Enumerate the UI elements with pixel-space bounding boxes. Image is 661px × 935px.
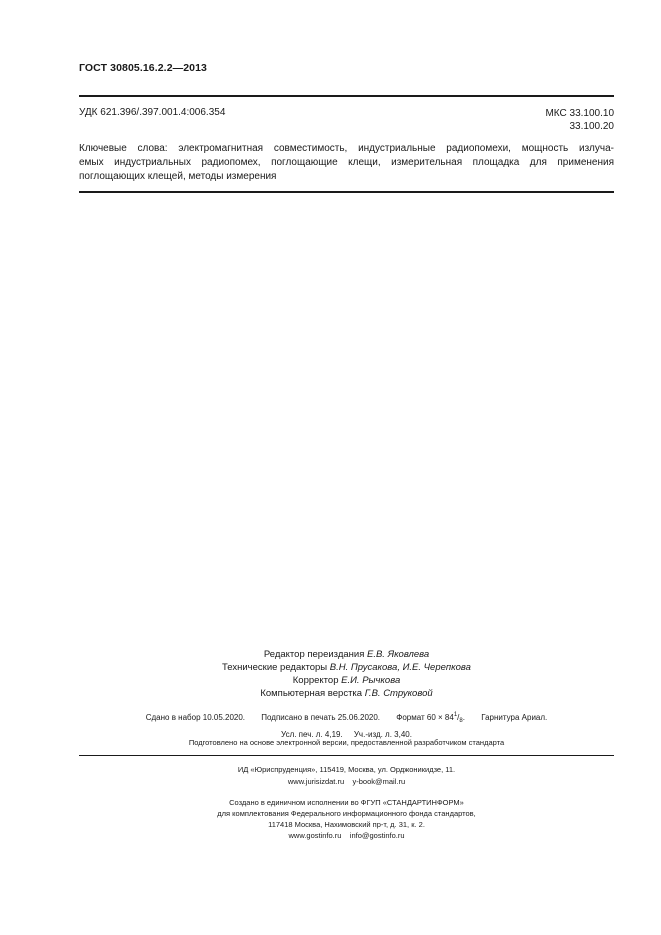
- udk-code: УДК 621.396/.397.001.4:006.354: [79, 107, 226, 118]
- creator-site-link[interactable]: www.gostinfo.ru: [288, 831, 342, 840]
- creator-line-1: Создано в единичном исполнении во ФГУП «СТАНДАРТИНФОРМ»: [229, 798, 464, 807]
- tech-editors-label: Технические редакторы: [222, 662, 328, 673]
- keywords-line-3: поглощающих клещей, методы измерения: [79, 171, 277, 182]
- typeface: Гарнитура Ариал.: [481, 713, 548, 722]
- creator-email-link[interactable]: info@gostinfo.ru: [349, 831, 405, 840]
- editor-label: Редактор переиздания: [263, 649, 365, 660]
- editor-line: [79, 648, 614, 661]
- editor-name: Е.В. Яковлева: [367, 649, 430, 660]
- layout-name: Г.В. Струковой: [364, 688, 433, 699]
- publisher-address: ИД «Юриспруденция», 115419, Москва, ул. Орджоникидзе, 11.: [237, 765, 456, 774]
- submitted-date: Сдано в набор 10.05.2020.: [145, 713, 246, 722]
- top-divider: [79, 95, 614, 97]
- credits-block: [79, 648, 614, 700]
- publisher-contacts: [79, 776, 614, 788]
- signed-date: Подписано в печать 25.06.2020.: [261, 713, 381, 722]
- standard-number: ГОСТ 30805.16.2.2—2013: [79, 62, 207, 74]
- corrector-label: Корректор: [292, 675, 339, 686]
- paper-format: Формат $60 \times 84^1/_8$.: [396, 712, 465, 724]
- mks-code-2: 33.100.20: [569, 121, 614, 132]
- print-info-line-1: [79, 709, 614, 728]
- creator-line-3: 117418 Москва, Нахимовский пр-т, д. 31, к. 2.: [268, 820, 425, 829]
- layout-label: Компьютерная верстка: [260, 688, 363, 699]
- keywords-paragraph: [79, 142, 614, 184]
- creator-line-2: для комплектования Федерального информационного фонда стандартов,: [217, 809, 476, 818]
- tech-editors-line: [79, 661, 614, 674]
- keywords-divider: [79, 191, 614, 193]
- corrector-line: [79, 674, 614, 687]
- mks-code-1: МКС 33.100.10: [545, 108, 614, 119]
- tech-editors-names: В.Н. Прусакова, И.Е. Черепкова: [329, 662, 471, 673]
- publisher-block: [79, 764, 614, 788]
- publisher-sheets: Уч.-изд. л. 3,40.: [353, 730, 412, 739]
- mks-codes: [545, 107, 614, 133]
- publisher-email-link[interactable]: y-book@mail.ru: [352, 777, 406, 786]
- corrector-name: Е.И. Рычкова: [341, 675, 401, 686]
- creator-block: [79, 797, 614, 841]
- printed-sheets: Усл. печ. л. 4,19.: [281, 730, 343, 739]
- bottom-divider: [79, 755, 614, 756]
- keywords-line-2: емых индустриальных радиопомех, поглощающие клещи, измерительная площадка для применения: [79, 157, 614, 168]
- keywords-line-1: Ключевые слова: электромагнитная совместимость, индустриальные радиопомехи, мощность излуча-: [79, 143, 614, 154]
- publisher-site-link[interactable]: www.jurisizdat.ru: [287, 777, 345, 786]
- creator-contacts: [79, 830, 614, 841]
- prepared-note: Подготовлено на основе электронной версии, предоставленной разработчиком стандарта: [188, 738, 505, 747]
- print-info: [79, 709, 614, 741]
- layout-line: [79, 687, 614, 700]
